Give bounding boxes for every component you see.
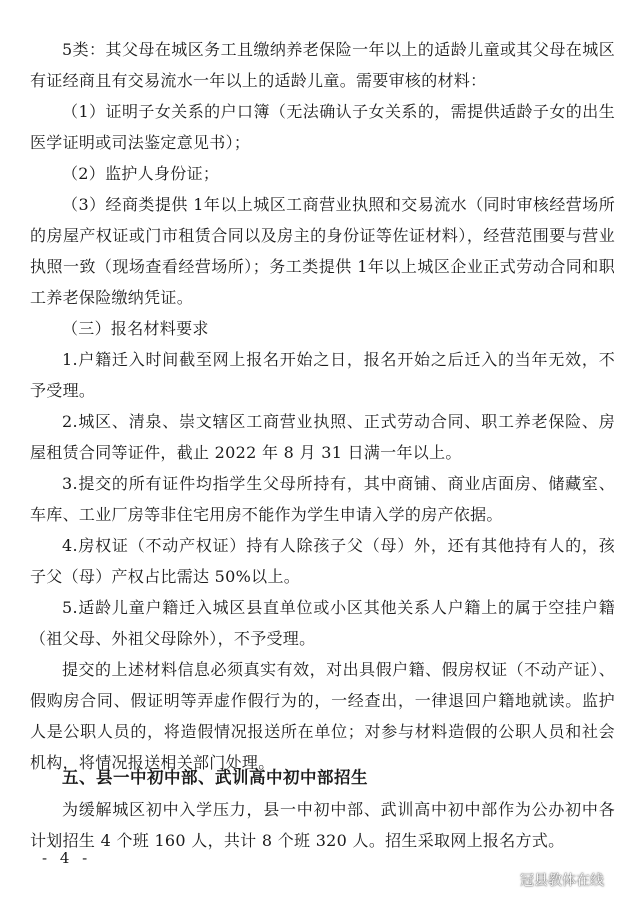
paragraph-requirement-3: 3.提交的所有证件均指学生父母所持有，其中商铺、商业店面房、储藏室、车库、工业厂房等非住宅用房不能作为学生申请入学的房产依据。 xyxy=(30,474,615,524)
section-heading-5: 五、县一中初中部、武训高中初中部招生 xyxy=(62,768,368,787)
paragraph-requirement-5: 5.适龄儿童户籍迁入城区县直单位或小区其他关系人户籍上的属于空挂户籍（祖父母、外祖父母除外），不予受理。 xyxy=(30,598,615,648)
subsection-heading-materials: （三）报名材料要求 xyxy=(62,319,209,338)
page-number: - 4 - xyxy=(42,849,92,867)
paragraph-requirement-1: 1.户籍迁入时间截至网上报名开始之日，报名开始之后迁入的当年无效，不予受理。 xyxy=(30,350,615,400)
paragraph-authenticity-notice: 提交的上述材料信息必须真实有效，对出具假户籍、假房权证（不动产证）、假购房合同、假证明等弄虚作假行为的，一经查出，一律退回户籍地就读。监护人是公职人员的，将造假情况报送所在单位；对参与材料造假的公职人员和社会机构，将情况报送相关部门处理。 xyxy=(30,660,615,772)
paragraph-enrollment-plan: 为缓解城区初中入学压力，县一中初中部、武训高中初中部作为公办初中各计划招生 4 个班 160 人，共计 8 个班 320 人。招生采取网上报名方式。 xyxy=(30,800,615,850)
watermark xyxy=(498,870,604,890)
paragraph-item-3: （3）经商类提供 1年以上城区工商营业执照和交易流水（同时审核经营场所的房屋产权证或门市租赁合同以及房主的身份证等佐证材料），经营范围要与营业执照一致（现场查看经营场所）；务工类提供 1年以上城区企业正式劳动合同和职工养老保险缴纳凭证。 xyxy=(30,195,615,307)
paragraph-item-1: （1）证明子女关系的户口簿（无法确认子女关系的，需提供适龄子女的出生医学证明或司法鉴定意见书）； xyxy=(30,102,615,152)
watermark-text: 冠县教体在线 xyxy=(520,873,604,889)
paragraph-requirement-4: 4.房权证（不动产权证）持有人除孩子父（母）外，还有其他持有人的，孩子父（母）产权占比需达 50%以上。 xyxy=(30,536,615,586)
wechat-icon xyxy=(498,872,516,888)
paragraph-category-5: 5类：其父母在城区务工且缴纳养老保险一年以上的适龄儿童或其父母在城区有证经商且有交易流水一年以上的适龄儿童。需要审核的材料： xyxy=(30,40,615,90)
paragraph-requirement-2: 2.城区、清泉、崇文辖区工商营业执照、正式劳动合同、职工养老保险、房屋租赁合同等证件，截止 2022 年 8 月 31 日满一年以上。 xyxy=(30,412,615,462)
paragraph-item-2: （2）监护人身份证； xyxy=(62,164,220,183)
